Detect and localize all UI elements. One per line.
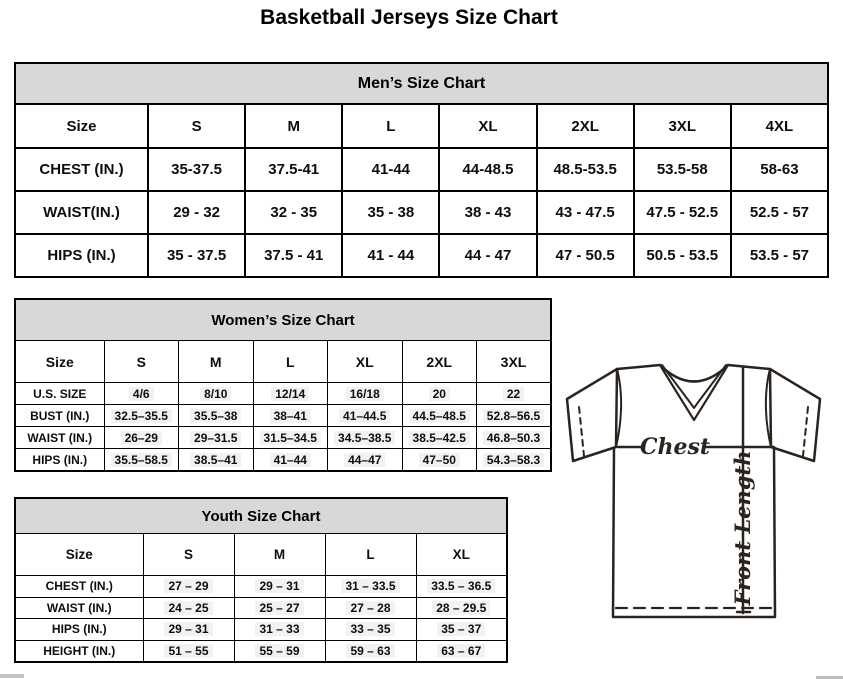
value-cell <box>143 597 234 619</box>
value-cell <box>402 405 477 427</box>
row-label: CHEST (IN.) <box>15 148 148 191</box>
value-cell: 52.5 - 57 <box>731 191 828 234</box>
column-header: 2XL <box>402 341 477 383</box>
value-cell <box>234 640 325 662</box>
value-cell <box>179 427 254 449</box>
row-label: HEIGHT (IN.) <box>15 640 143 662</box>
value: 29–31.5 <box>190 431 241 445</box>
value: 54.3–58.3 <box>483 453 544 467</box>
front-length-label: Front Length <box>730 450 755 606</box>
value-cell <box>477 449 552 472</box>
value-cell: 37.5-41 <box>245 148 342 191</box>
scrollbar-stub-left[interactable] <box>0 674 24 678</box>
value-cell <box>253 383 328 405</box>
value: 20 <box>429 387 450 401</box>
jersey-measurement-diagram <box>556 356 832 632</box>
jersey-left-sleeve <box>567 369 617 461</box>
value-cell: 35 - 38 <box>342 191 439 234</box>
value: 28 – 29.5 <box>432 601 490 615</box>
value: 33.5 – 36.5 <box>427 579 495 593</box>
row-label: CHEST (IN.) <box>15 576 143 598</box>
value-cell <box>325 597 416 619</box>
value-cell: 47.5 - 52.5 <box>634 191 731 234</box>
value: 51 – 55 <box>164 644 212 658</box>
value-cell: 38 - 43 <box>439 191 536 234</box>
value: 25 – 27 <box>255 601 303 615</box>
table-row <box>15 148 828 191</box>
value-cell: 35 - 37.5 <box>148 234 245 277</box>
womens-table-title: Women’s Size Chart <box>15 299 551 341</box>
value-cell <box>253 405 328 427</box>
value-cell <box>328 405 403 427</box>
value: 59 – 63 <box>346 644 394 658</box>
row-label: WAIST (IN.) <box>15 427 104 449</box>
value: 38–41 <box>270 409 311 423</box>
column-header: XL <box>328 341 403 383</box>
table-row <box>15 405 551 427</box>
value: 12/14 <box>271 387 309 401</box>
value-cell <box>104 449 179 472</box>
value: 22 <box>503 387 524 401</box>
column-header: S <box>104 341 179 383</box>
value-cell <box>143 576 234 598</box>
value-cell <box>416 576 507 598</box>
table-row <box>15 341 551 383</box>
column-header: 3XL <box>634 104 731 148</box>
row-label: HIPS (IN.) <box>15 234 148 277</box>
row-label: BUST (IN.) <box>15 405 104 427</box>
value-cell <box>325 576 416 598</box>
value-cell: 44 - 47 <box>439 234 536 277</box>
value-cell: 48.5-53.5 <box>537 148 634 191</box>
value: 41–44.5 <box>339 409 390 423</box>
value-cell <box>179 383 254 405</box>
column-header: XL <box>416 534 507 576</box>
column-header: 3XL <box>477 341 552 383</box>
value-cell <box>325 640 416 662</box>
value: 55 – 59 <box>255 644 303 658</box>
value: 27 – 29 <box>164 579 212 593</box>
value: 52.8–56.5 <box>483 409 544 423</box>
value-cell <box>179 405 254 427</box>
value-cell: 47 - 50.5 <box>537 234 634 277</box>
value-cell <box>402 383 477 405</box>
value-cell <box>328 449 403 472</box>
value: 35.5–38 <box>190 409 241 423</box>
value: 33 – 35 <box>346 622 394 636</box>
value-cell <box>234 576 325 598</box>
value-cell <box>477 383 552 405</box>
table-row <box>15 234 828 277</box>
column-header: L <box>342 104 439 148</box>
column-header: S <box>148 104 245 148</box>
value-cell <box>234 597 325 619</box>
value-cell: 43 - 47.5 <box>537 191 634 234</box>
page-title: Basketball Jerseys Size Chart <box>260 6 558 29</box>
value-cell <box>104 383 179 405</box>
value-cell <box>234 619 325 641</box>
row-label: WAIST(IN.) <box>15 191 148 234</box>
value: 31 – 33 <box>255 622 303 636</box>
table-row <box>15 299 551 341</box>
column-header: L <box>325 534 416 576</box>
value-cell: 35-37.5 <box>148 148 245 191</box>
value: 34.5–38.5 <box>334 431 395 445</box>
value: 63 – 67 <box>437 644 485 658</box>
value-cell: 53.5 - 57 <box>731 234 828 277</box>
value-cell: 29 - 32 <box>148 191 245 234</box>
value-cell: 53.5-58 <box>634 148 731 191</box>
table-row <box>15 597 507 619</box>
value: 29 – 31 <box>164 622 212 636</box>
value-cell: 37.5 - 41 <box>245 234 342 277</box>
table-row <box>15 576 507 598</box>
value-cell <box>143 619 234 641</box>
column-header: 4XL <box>731 104 828 148</box>
value-cell: 58-63 <box>731 148 828 191</box>
column-header: Size <box>15 104 148 148</box>
table-row <box>15 619 507 641</box>
column-header: M <box>179 341 254 383</box>
value: 38.5–41 <box>190 453 241 467</box>
value: 4/6 <box>129 387 154 401</box>
table-row <box>15 63 828 104</box>
table-row <box>15 427 551 449</box>
value: 26–29 <box>121 431 162 445</box>
column-header: Size <box>15 341 104 383</box>
value-cell: 44-48.5 <box>439 148 536 191</box>
value: 27 – 28 <box>346 601 394 615</box>
value-cell: 50.5 - 53.5 <box>634 234 731 277</box>
value: 31.5–34.5 <box>260 431 321 445</box>
column-header: M <box>234 534 325 576</box>
value-cell <box>328 383 403 405</box>
value: 35.5–58.5 <box>111 453 172 467</box>
mens-table-title: Men’s Size Chart <box>15 63 828 104</box>
youth-table-title: Youth Size Chart <box>15 498 507 534</box>
value-cell: 32 - 35 <box>245 191 342 234</box>
value-cell <box>253 427 328 449</box>
value-cell <box>477 405 552 427</box>
column-header: M <box>245 104 342 148</box>
table-row <box>15 498 507 534</box>
table-row <box>15 104 828 148</box>
value: 41–44 <box>270 453 311 467</box>
value: 32.5–35.5 <box>111 409 172 423</box>
value-cell <box>416 640 507 662</box>
column-header: Size <box>15 534 143 576</box>
value-cell <box>253 449 328 472</box>
table-row <box>15 449 551 472</box>
value-cell <box>416 597 507 619</box>
value: 31 – 33.5 <box>341 579 399 593</box>
table-row <box>15 383 551 405</box>
column-header: XL <box>439 104 536 148</box>
column-header: L <box>253 341 328 383</box>
value: 44.5–48.5 <box>409 409 470 423</box>
value-cell <box>325 619 416 641</box>
chest-label: Chest <box>639 434 711 460</box>
value: 44–47 <box>344 453 385 467</box>
value: 16/18 <box>346 387 384 401</box>
row-label: HIPS (IN.) <box>15 619 143 641</box>
value-cell <box>328 427 403 449</box>
column-header: S <box>143 534 234 576</box>
value-cell <box>477 427 552 449</box>
value-cell <box>402 449 477 472</box>
value-cell <box>104 405 179 427</box>
value-cell <box>104 427 179 449</box>
row-label: WAIST (IN.) <box>15 597 143 619</box>
value: 8/10 <box>200 387 231 401</box>
value: 29 – 31 <box>255 579 303 593</box>
row-label: HIPS (IN.) <box>15 449 104 472</box>
value: 47–50 <box>419 453 460 467</box>
jersey-right-sleeve <box>770 369 820 461</box>
womens-size-chart-table <box>14 298 552 472</box>
table-row <box>15 191 828 234</box>
column-header: 2XL <box>537 104 634 148</box>
value-cell <box>143 640 234 662</box>
value-cell <box>416 619 507 641</box>
value-cell <box>179 449 254 472</box>
value-cell: 41-44 <box>342 148 439 191</box>
value: 24 – 25 <box>164 601 212 615</box>
value-cell: 41 - 44 <box>342 234 439 277</box>
table-row <box>15 640 507 662</box>
value-cell <box>402 427 477 449</box>
mens-size-chart-table <box>14 62 829 278</box>
youth-size-chart-table <box>14 497 508 663</box>
value: 38.5–42.5 <box>409 431 470 445</box>
value: 35 – 37 <box>437 622 485 636</box>
row-label: U.S. SIZE <box>15 383 104 405</box>
table-row <box>15 534 507 576</box>
value: 46.8–50.3 <box>483 431 544 445</box>
